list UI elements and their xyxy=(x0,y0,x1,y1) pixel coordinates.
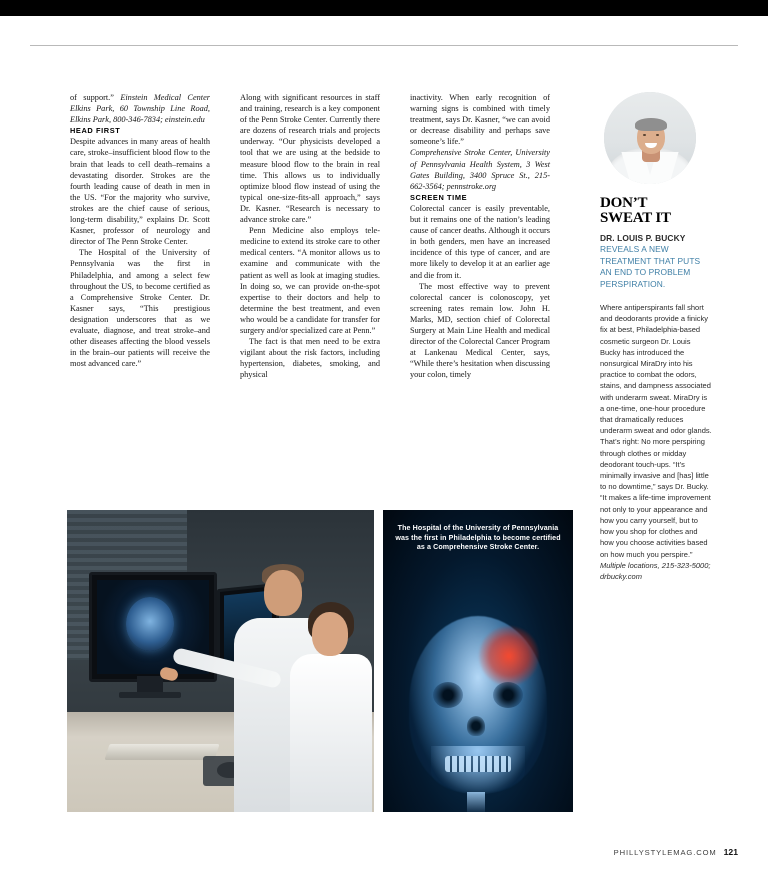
sidebar-headline-line2: SWEAT IT xyxy=(600,210,671,226)
col3-paragraph-3: The most effective way to prevent colorectal cancer is colonoscopy, yet screening rates remain low. John H. Marks, MD, section chief of Colorectal Surgery at Main Line Health and medical director of the Colorectal Cancer Program at Lankenau Medical Center, says, “While there’s hesitation when discussing your colon, timely xyxy=(410,281,550,380)
col1-lead xyxy=(70,92,210,125)
col3-paragraph-2: Colorectal cancer is easily preventable, but it remains one of the nation’s leading cause of cancer deaths. Although it occurs in both genders, men have an increased incidence of this type of cancer, and are more likely to develop it at an earlier age and die from it. xyxy=(410,203,550,280)
col2-paragraph-2: Penn Medicine also employs tele-medicine to extend its stroke care to other medical centers. “A monitor allows us to examine and communicate with the patient as well as look at imaging studies. In doing so, we can provide on-the-spot expertise to their doctors and help to determine the best treatment, and even who would be a candidate for transfer for surgery and/or specialized care at Penn.” xyxy=(240,226,380,335)
text-column-3 xyxy=(410,92,550,380)
col1-subhead: HEAD FIRST xyxy=(70,126,121,136)
doctor-portrait-image xyxy=(604,92,696,184)
page-number: 121 xyxy=(723,847,738,857)
col1-lead-text: of support.” xyxy=(70,93,114,102)
text-column-1 xyxy=(70,92,210,369)
col1-lead-credit: Einstein Medical Center Elkins Park, 60 Township Line Road, Elkins Park, 800-346-7834; einstein.edu xyxy=(70,93,211,125)
footer-site: PHILLYSTYLEMAG.COM xyxy=(613,848,717,857)
sidebar-headline-line1: DON’T xyxy=(600,195,648,211)
photo-xray-skull xyxy=(383,510,573,812)
page-footer xyxy=(614,847,738,857)
header-rule xyxy=(30,45,738,46)
sidebar-body-copy: Where antiperspirants fall short and deodorants provide a finicky fix at best, Philadelphia-based cosmetic surgeon Dr. Louis Bucky has introduced the nonsurgical MiraDry into his practice to combat the odors, stains, and dampness associated with underarm sweat. MiraDry is a one-time, one-hour procedure that dramatically reduces underarm sweat and odor glands. That’s right: No more perspiring through clothes or midday deodorant touch-ups. “It’s minimally invasive and [has] little to no downtime,” says Dr. Bucky. “It makes a life-time improvement not only to your appearance and how you carry yourself, but to how you shop for clothes and how you choose activities based on how much you perspire.” xyxy=(600,303,712,559)
photo-caption: The Hospital of the University of Pennsylvania was the first in Philadelphia to become certified as a Comprehensive Stroke Center. xyxy=(395,524,561,552)
sidebar-doctor-name: DR. LOUIS P. BUCKY xyxy=(600,233,686,243)
sidebar-dek xyxy=(600,233,712,290)
sidebar-body xyxy=(600,302,712,582)
sidebar-body-credit: Multiple locations, 215-323-5000; drbucky.com xyxy=(600,560,711,581)
text-column-2 xyxy=(240,92,380,380)
col1-paragraph-2: The Hospital of the University of Pennsylvania was the first in Philadelphia, and among a select few throughout the US, to become certified as a Comprehensive Stroke Center. Dr. Kasner says, “This prestigious designation underscores that as we evaluate, diagnose, and treat stroke–and other diseases affecting the blood vessels in the brain–our patients will receive the most advanced care.” xyxy=(70,248,210,369)
col3-credit: Comprehensive Stroke Center, University of Pennsylvania Health System, 3 West Gates Building, 3400 Spruce St., 215-662-3564; pennstroke.org xyxy=(410,148,550,191)
col3-paragraph-1: inactivity. When early recognition of warning signs is combined with timely treatment, says Dr. Kasner, “we can avoid or decrease disability and perhaps save someone’s life.” xyxy=(410,93,550,147)
col1-paragraph-1: Despite advances in many areas of health care, stroke–insufficient blood flow to the brain that leads to cell death–remains a devastating disorder. Strokes are the fourth leading cause of death in men in the US. “For the majority who survive, strokes are the chief cause of serious, long-term disability,” explains Dr. Scott Kasner, professor of neurology and director of The Penn Stroke Center. xyxy=(70,137,210,247)
sidebar-headline xyxy=(600,196,712,226)
top-black-bar xyxy=(0,0,768,16)
sidebar-dek-text: REVEALS A NEW TREATMENT THAT PUTS AN END TO PROBLEM PERSPIRATION. xyxy=(600,244,701,289)
sidebar-body-text xyxy=(600,302,712,582)
photo-doctors-at-monitor xyxy=(67,510,374,812)
col2-paragraph-1: Along with significant resources in staff and training, research is a key component of the Penn Stroke Center. Currently there are dozens of research trials and projects underway. “Our physicists developed a tool that we are using at the bedside to measure blood flow to the brain in real time. This allows us to individually optimize blood flow instead of using the typical one-size-fits-all approach,” says Dr. Kasner. “Research is necessary to advance stroke care.” xyxy=(240,93,380,225)
col2-paragraph-3: The fact is that men need to be extra vigilant about the risk factors, including hypertension, diabetes, smoking, and physical xyxy=(240,337,380,380)
col3-subhead: SCREEN TIME xyxy=(410,192,468,202)
sidebar-sweat-it xyxy=(600,92,712,582)
